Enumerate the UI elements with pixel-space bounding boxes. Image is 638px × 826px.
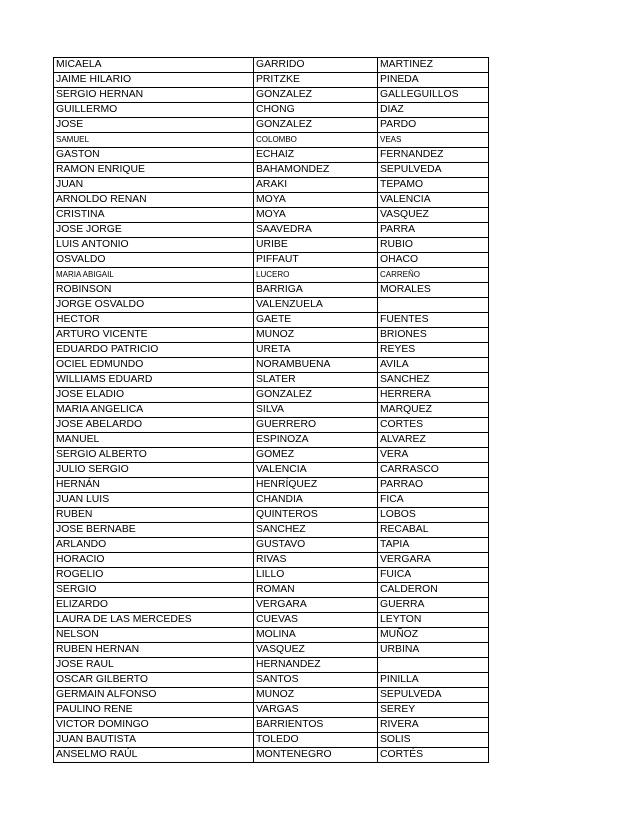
first-name-cell: PAULINO RENE <box>54 703 254 718</box>
maternal-surname-cell: MORALES <box>378 283 489 298</box>
maternal-surname-cell: PARRA <box>378 223 489 238</box>
maternal-surname-cell <box>378 658 489 673</box>
maternal-surname-cell: URBINA <box>378 643 489 658</box>
first-name-cell: ANSELMO RAÚL <box>54 748 254 763</box>
first-name-cell: JULIO SERGIO <box>54 463 254 478</box>
paternal-surname-cell: ARAKI <box>254 178 378 193</box>
maternal-surname-cell <box>378 298 489 313</box>
table-row <box>54 583 489 598</box>
table-row <box>54 538 489 553</box>
table-row <box>54 313 489 328</box>
paternal-surname-cell: LUCERO <box>254 268 378 283</box>
paternal-surname-cell: GUERRERO <box>254 418 378 433</box>
maternal-surname-cell: RECABAL <box>378 523 489 538</box>
table-row <box>54 673 489 688</box>
maternal-surname-cell: FUENTES <box>378 313 489 328</box>
paternal-surname-cell: BARRIGA <box>254 283 378 298</box>
first-name-cell: JOSE <box>54 118 254 133</box>
maternal-surname-cell: VERA <box>378 448 489 463</box>
paternal-surname-cell: GARRIDO <box>254 58 378 73</box>
paternal-surname-cell: MOYA <box>254 193 378 208</box>
paternal-surname-cell: PIFFAUT <box>254 253 378 268</box>
maternal-surname-cell: CORTES <box>378 418 489 433</box>
table-row <box>54 613 489 628</box>
maternal-surname-cell: OHACO <box>378 253 489 268</box>
first-name-cell: MARIA ABIGAIL <box>54 268 254 283</box>
paternal-surname-cell: SAAVEDRA <box>254 223 378 238</box>
table-row <box>54 388 489 403</box>
paternal-surname-cell: VARGAS <box>254 703 378 718</box>
paternal-surname-cell: VALENZUELA <box>254 298 378 313</box>
table-row <box>54 598 489 613</box>
maternal-surname-cell: MARTINEZ <box>378 58 489 73</box>
maternal-surname-cell: VERGARA <box>378 553 489 568</box>
table-row <box>54 298 489 313</box>
paternal-surname-cell: HENRÍQUEZ <box>254 478 378 493</box>
first-name-cell: MARIA ANGELICA <box>54 403 254 418</box>
table-row <box>54 253 489 268</box>
paternal-surname-cell: SANTOS <box>254 673 378 688</box>
paternal-surname-cell: COLOMBO <box>254 133 378 148</box>
paternal-surname-cell: ROMAN <box>254 583 378 598</box>
maternal-surname-cell: FICA <box>378 493 489 508</box>
first-name-cell: JOSE ABELARDO <box>54 418 254 433</box>
table-row <box>54 463 489 478</box>
maternal-surname-cell: RUBIO <box>378 238 489 253</box>
first-name-cell: GUILLERMO <box>54 103 254 118</box>
maternal-surname-cell: RIVERA <box>378 718 489 733</box>
table-row <box>54 373 489 388</box>
first-name-cell: JAIME HILARIO <box>54 73 254 88</box>
first-name-cell: JUAN LUIS <box>54 493 254 508</box>
paternal-surname-cell: VALENCIA <box>254 463 378 478</box>
first-name-cell: SERGIO HERNAN <box>54 88 254 103</box>
names-table <box>53 57 489 763</box>
table-row <box>54 448 489 463</box>
table-row <box>54 283 489 298</box>
first-name-cell: HORACIO <box>54 553 254 568</box>
table-row <box>54 208 489 223</box>
maternal-surname-cell: REYES <box>378 343 489 358</box>
maternal-surname-cell: AVILA <box>378 358 489 373</box>
first-name-cell: GASTON <box>54 148 254 163</box>
maternal-surname-cell: MUÑOZ <box>378 628 489 643</box>
maternal-surname-cell: VALENCIA <box>378 193 489 208</box>
paternal-surname-cell: GUSTAVO <box>254 538 378 553</box>
first-name-cell: SERGIO ALBERTO <box>54 448 254 463</box>
first-name-cell: RAMON ENRIQUE <box>54 163 254 178</box>
first-name-cell: JUAN BAUTISTA <box>54 733 254 748</box>
maternal-surname-cell: FERNANDEZ <box>378 148 489 163</box>
table-row <box>54 268 489 283</box>
maternal-surname-cell: DIAZ <box>378 103 489 118</box>
paternal-surname-cell: MOYA <box>254 208 378 223</box>
first-name-cell: OSCAR GILBERTO <box>54 673 254 688</box>
maternal-surname-cell: FUICA <box>378 568 489 583</box>
maternal-surname-cell: LEYTON <box>378 613 489 628</box>
table-row <box>54 403 489 418</box>
first-name-cell: JOSE BERNABE <box>54 523 254 538</box>
first-name-cell: JOSE ELADIO <box>54 388 254 403</box>
paternal-surname-cell: SANCHEZ <box>254 523 378 538</box>
maternal-surname-cell: SEPULVEDA <box>378 163 489 178</box>
maternal-surname-cell: MARQUEZ <box>378 403 489 418</box>
first-name-cell: LUIS ANTONIO <box>54 238 254 253</box>
maternal-surname-cell: ALVAREZ <box>378 433 489 448</box>
table-row <box>54 703 489 718</box>
table-row <box>54 58 489 73</box>
paternal-surname-cell: URETA <box>254 343 378 358</box>
maternal-surname-cell: SEPULVEDA <box>378 688 489 703</box>
maternal-surname-cell: TEPAMO <box>378 178 489 193</box>
first-name-cell: JORGE OSVALDO <box>54 298 254 313</box>
table-row <box>54 493 489 508</box>
maternal-surname-cell: BRIONES <box>378 328 489 343</box>
first-name-cell: ROBINSON <box>54 283 254 298</box>
paternal-surname-cell: SILVA <box>254 403 378 418</box>
paternal-surname-cell: NORAMBUENA <box>254 358 378 373</box>
paternal-surname-cell: CUEVAS <box>254 613 378 628</box>
maternal-surname-cell: PARDO <box>378 118 489 133</box>
first-name-cell: NELSON <box>54 628 254 643</box>
table-row <box>54 688 489 703</box>
maternal-surname-cell: PARRAO <box>378 478 489 493</box>
first-name-cell: OCIEL EDMUNDO <box>54 358 254 373</box>
table-row <box>54 178 489 193</box>
first-name-cell: EDUARDO PATRICIO <box>54 343 254 358</box>
table-row <box>54 118 489 133</box>
paternal-surname-cell: GAETE <box>254 313 378 328</box>
maternal-surname-cell: PINEDA <box>378 73 489 88</box>
first-name-cell: LAURA DE LAS MERCEDES <box>54 613 254 628</box>
first-name-cell: WILLIAMS EDUARD <box>54 373 254 388</box>
maternal-surname-cell: GALLEGUILLOS <box>378 88 489 103</box>
first-name-cell: ARTURO VICENTE <box>54 328 254 343</box>
table-row <box>54 508 489 523</box>
first-name-cell: SERGIO <box>54 583 254 598</box>
maternal-surname-cell: SEREY <box>378 703 489 718</box>
first-name-cell: ARNOLDO RENAN <box>54 193 254 208</box>
table-row <box>54 553 489 568</box>
table-row <box>54 433 489 448</box>
paternal-surname-cell: BARRIENTOS <box>254 718 378 733</box>
maternal-surname-cell: CORTÉS <box>378 748 489 763</box>
maternal-surname-cell: LOBOS <box>378 508 489 523</box>
paternal-surname-cell: SLATER <box>254 373 378 388</box>
paternal-surname-cell: GONZALEZ <box>254 118 378 133</box>
first-name-cell: RUBEN <box>54 508 254 523</box>
paternal-surname-cell: LILLO <box>254 568 378 583</box>
table-row <box>54 568 489 583</box>
maternal-surname-cell: CALDERON <box>378 583 489 598</box>
first-name-cell: HERNÁN <box>54 478 254 493</box>
maternal-surname-cell: GUERRA <box>378 598 489 613</box>
paternal-surname-cell: GONZALEZ <box>254 388 378 403</box>
table-row <box>54 718 489 733</box>
maternal-surname-cell: CARREÑO <box>378 268 489 283</box>
table-row <box>54 223 489 238</box>
first-name-cell: GERMAIN ALFONSO <box>54 688 254 703</box>
table-row <box>54 328 489 343</box>
table-row <box>54 733 489 748</box>
paternal-surname-cell: ESPINOZA <box>254 433 378 448</box>
first-name-cell: OSVALDO <box>54 253 254 268</box>
table-row <box>54 358 489 373</box>
paternal-surname-cell: URIBE <box>254 238 378 253</box>
table-row <box>54 133 489 148</box>
maternal-surname-cell: VEAS <box>378 133 489 148</box>
maternal-surname-cell: SOLIS <box>378 733 489 748</box>
table-row <box>54 523 489 538</box>
paternal-surname-cell: MONTENEGRO <box>254 748 378 763</box>
paternal-surname-cell: MUNOZ <box>254 688 378 703</box>
paternal-surname-cell: ECHAIZ <box>254 148 378 163</box>
paternal-surname-cell: MOLINA <box>254 628 378 643</box>
table-row <box>54 163 489 178</box>
names-table-body <box>54 58 489 763</box>
first-name-cell: MICAELA <box>54 58 254 73</box>
paternal-surname-cell: BAHAMONDEZ <box>254 163 378 178</box>
table-row <box>54 193 489 208</box>
paternal-surname-cell: RIVAS <box>254 553 378 568</box>
first-name-cell: ELIZARDO <box>54 598 254 613</box>
maternal-surname-cell: SANCHEZ <box>378 373 489 388</box>
table-row <box>54 148 489 163</box>
first-name-cell: ROGELIO <box>54 568 254 583</box>
first-name-cell: JOSE RAUL <box>54 658 254 673</box>
paternal-surname-cell: GOMEZ <box>254 448 378 463</box>
paternal-surname-cell: VERGARA <box>254 598 378 613</box>
first-name-cell: JUAN <box>54 178 254 193</box>
paternal-surname-cell: TOLEDO <box>254 733 378 748</box>
paternal-surname-cell: PRITZKE <box>254 73 378 88</box>
maternal-surname-cell: PINILLA <box>378 673 489 688</box>
table-row <box>54 418 489 433</box>
paternal-surname-cell: CHONG <box>254 103 378 118</box>
paternal-surname-cell: QUINTEROS <box>254 508 378 523</box>
first-name-cell: ARLANDO <box>54 538 254 553</box>
first-name-cell: JOSE JORGE <box>54 223 254 238</box>
first-name-cell: HECTOR <box>54 313 254 328</box>
maternal-surname-cell: VASQUEZ <box>378 208 489 223</box>
table-row <box>54 658 489 673</box>
table-row <box>54 478 489 493</box>
maternal-surname-cell: HERRERA <box>378 388 489 403</box>
table-row <box>54 643 489 658</box>
first-name-cell: CRISTINA <box>54 208 254 223</box>
first-name-cell: RUBEN HERNAN <box>54 643 254 658</box>
paternal-surname-cell: GONZALEZ <box>254 88 378 103</box>
table-row <box>54 88 489 103</box>
first-name-cell: SAMUEL <box>54 133 254 148</box>
table-row <box>54 628 489 643</box>
paternal-surname-cell: VASQUEZ <box>254 643 378 658</box>
table-row <box>54 103 489 118</box>
first-name-cell: MANUEL <box>54 433 254 448</box>
table-row <box>54 73 489 88</box>
table-row <box>54 748 489 763</box>
paternal-surname-cell: CHANDIA <box>254 493 378 508</box>
paternal-surname-cell: HERNANDEZ <box>254 658 378 673</box>
first-name-cell: VICTOR DOMINGO <box>54 718 254 733</box>
table-row <box>54 343 489 358</box>
table-row <box>54 238 489 253</box>
maternal-surname-cell: CARRASCO <box>378 463 489 478</box>
maternal-surname-cell: TAPIA <box>378 538 489 553</box>
paternal-surname-cell: MUNOZ <box>254 328 378 343</box>
